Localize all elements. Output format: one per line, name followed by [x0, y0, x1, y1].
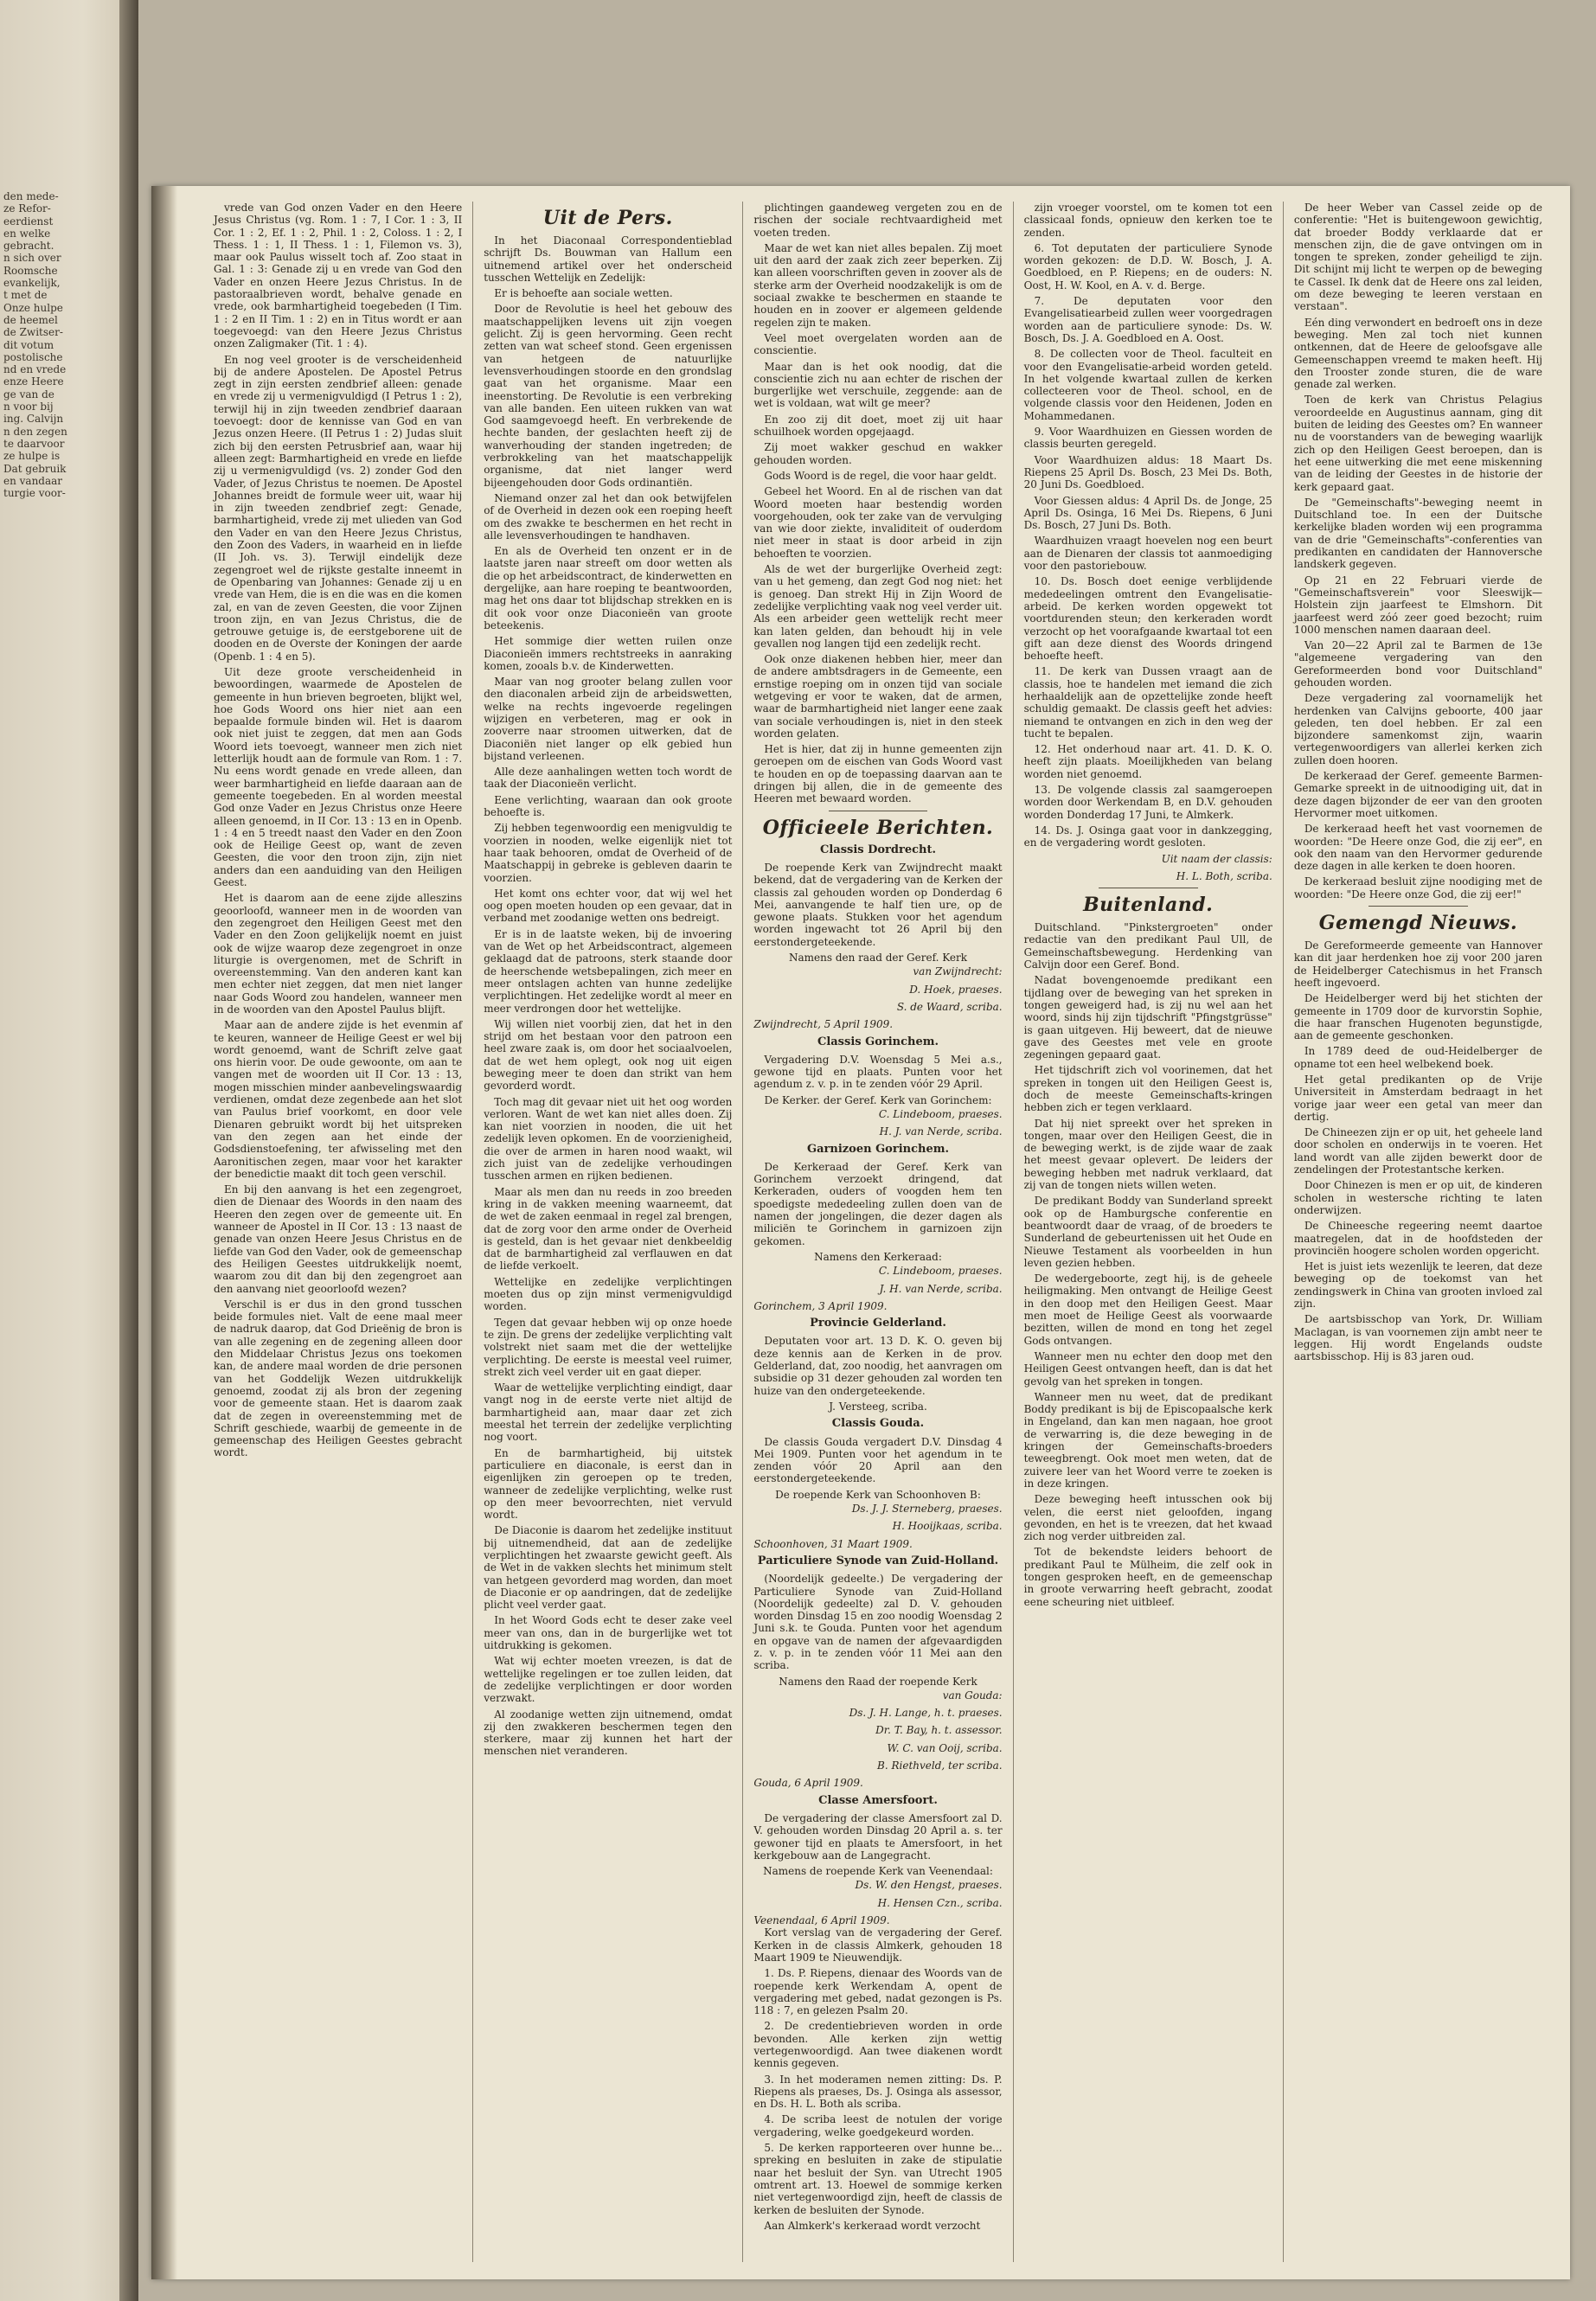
paragraph: Alle deze aanhalingen wetten toch wordt de taak der Diaconieën verlicht.: [484, 766, 733, 791]
text-line: n voor bij: [3, 401, 54, 413]
notice-signature-line: W. C. van Ooij, scriba.: [887, 1741, 1003, 1754]
classis-report-continued: [1024, 202, 1272, 849]
paragraph: 5. De kerken rapporteeren over hunne be... spreking en besluiten in zake de stipulatie naar het besluit der Syn. van Utrecht 1905 omtrent art. 13. Hoewel de sommige kerken niet vertegenwoordigd zijn, heeft de classis de kerken de besluiten der Synode.: [753, 2142, 1003, 2216]
paragraph: De Heidelberger werd bij het stichten der gemeente in 1709 door de kurvorstin Sophie, die haar franschen Hugenoten begunstigde, aan de gemeente geschonken.: [1293, 992, 1543, 1042]
paragraph: De aartsbisschop van York, Dr. William Maclagan, is van voornemen zijn ambt neer te leggen. Hij wordt Engelands oudste aartsbisschop. Hij is 83 jaren oud.: [1293, 1313, 1543, 1363]
paragraph: Deze vergadering zal voornamelijk het herdenken van Calvijns geboorte, 400 jaar geleden, ten doel hebben. Er zal een bijzondere samenkomst zijn, waarin vertegenwoordigers van allerlei kerken zich zullen doen hooren.: [1293, 692, 1543, 766]
section-heading-news: Gemengd Nieuws.: [1318, 912, 1518, 935]
text-line: dit votum: [3, 338, 54, 351]
paragraph: 10. Ds. Bosch doet eenige verblijdende mededeelingen omtrent den Evangelisatie-arbeid. De kerken worden opgewekt tot voortdurenden steun; den kerkeraden wordt verzocht op het voorafgaande kwartaal tot een gift aan deze dienst des Woords dringend behoefte heeft.: [1023, 575, 1272, 663]
text-line: Dat gebruik: [3, 462, 67, 475]
paragraph: Toch mag dit gevaar niet uit het oog worden verloren. Want de wet kan niet alles doen. Zij kan niet voorzien in nooden, die uit het zedelijk leven opkomen. En de voorzienigheid, die over de armen in haren nood waakt, wil zich juist van de zedelijke verhoudingen tusschen armen en rijken bedienen.: [484, 1095, 733, 1183]
notice-date: Schoonhoven, 31 Maart 1909.: [753, 1537, 913, 1550]
column-4: [1014, 202, 1284, 2262]
paragraph: Nadat bovengenoemde predikant een tijdlang over de beweging van het spreken in tongen geweigerd had, is zij nu wel aan het woord, sinds hij zijn tijdschrift "Pfingstgrüsse" is gaan uitgeven. Hij beweert, dat de nieuwe gave des Geestes met vele en groote zegeningen gepaard gaat.: [1023, 974, 1272, 1061]
notice-text: De vergadering der classe Amersfoort zal D. V. gehouden worden Dinsdag 20 April a. s. ter gewoner tijd en plaats te Amersfoort, in het kerkgebouw aan de Langegracht.: [753, 1811, 1003, 1862]
notice-signature-line: Ds. W. den Hengst, praeses.: [855, 1879, 1003, 1892]
notice-signature-line: C. Lindeboom, praeses.: [878, 1265, 1003, 1278]
paragraph: Wanneer men nu echter den doop met den Heiligen Geest ontvangen heeft, dan is dat het gevolg van het spreken in tongen.: [1023, 1349, 1272, 1388]
paragraph: 14. Ds. J. Osinga gaat voor in dankzegging, en de vergadering wordt gesloten.: [1023, 824, 1272, 849]
text-line: te daarvoor: [3, 437, 65, 450]
press-continuation: [753, 202, 1002, 805]
text-line: n den zegen: [3, 425, 67, 438]
paragraph: Er is behoefte aan sociale wetten.: [494, 287, 673, 300]
abroad-articles: [1024, 921, 1272, 1608]
paragraph: Als de wet der burgerlijke Overheid zegt: van u het gemeng, dan zegt God nog niet: het is genoeg. Dan strekt Hij in Zijn Woord de zedelijke verplichting vaak nog veel verder uit. Als een arbeider geen wettelijk recht meer kan laten gelden, dan behoudt hij in vele gevallen nog langen tijd een zedelijk recht.: [753, 563, 1003, 650]
paragraph: Gebeel het Woord. En al de rischen van dat Woord moeten haar bestendig worden voorgehouden, ook ter zake van de vervulging van wie door ziekte, invaliditeit of ouderdom niet meer in staat is door arbeid in zijn behoeften te voorzien.: [753, 485, 1003, 560]
paragraph: Maar dan is het ook noodig, dat die conscientie zich nu aan echter de rischen der burgerlijke wet verschuile, zeggende: aan de wet is voldaan, wat wilt ge meer?: [753, 360, 1003, 410]
paragraph: De Gereformeerde gemeente van Hannover kan dit jaar herdenken hoe zij voor 200 jaren de Heidelberger Catechismus in het Fransch heeft ingevoerd.: [1293, 939, 1543, 989]
notice-signature-line: van Gouda:: [942, 1689, 1003, 1702]
paragraph: Van 20—22 April zal te Barmen de 13e "algemeene vergadering van den Gereformeerden bond voor Duitschland" gehouden worden.: [1293, 639, 1543, 689]
notice-date: Zwijndrecht, 5 April 1909.: [753, 1018, 894, 1031]
paragraph: En nog veel grooter is de verscheidenheid bij de andere Apostelen. De Apostel Petrus zegt in zijn eersten zendbrief alleen: genade en vrede zij u vermenigvuldigd (I Petrus 1 : 2), terwijl hij in zijn tweeden zendbrief daaraan toevoegt: door de kennisse van God en van Jezus onzen Heere. (II Petrus 1 : 2) Judas sluit zich bij den eersten Petrusbrief aan, waar hij alleen zegt: Barmhartigheid en vrede en liefde zij u vermenigvuldigd (vs. 2) zonder God den Vader, of Jezus Christus te noemen. De Apostel Johannes breidt de formule weer uit, waar hij in zijn tweeden zendbrief zegt: Genade, barmhartigheid, vrede zij met ulieden van God den Vader en van den Heere Jezus Christus, den Zoon des Vaders, in waarheid en in liefde (II Joh. vs. 3). Terwijl eindelijk deze zegengroet wel de rijkste gestalte inneemt in de Openbaring van Johannes: Genade zij u en vrede van Hem, die is en die was en die komen zal, en van de zeven Geesten, die voor Zijnen troon zijn, en van Jezus Christus, die de getrouwe getuige is, de eerstgeborene uit de dooden en de Overste der Koningen der aarde (Openb. 1 : 4 en 5).: [214, 353, 463, 663]
paragraph: 1. Ds. P. Riepens, dienaar des Woords van de roepende kerk Werkendam A, opent de vergadering met gebed, nadat gezongen is Ps. 118 : 7, en gelezen Psalm 20.: [753, 1967, 1003, 2017]
notice-signature-line: Namens den Kerkeraad:: [814, 1250, 942, 1263]
text-line: H. L. Both, scriba.: [1176, 869, 1272, 882]
paragraph: De heer Weber van Cassel zeide op de conferentie: "Het is buitengewoon gewichtig, dat broeder Boddy verklaarde dat er menschen zijn, die de gave ontvingen om in tongen te spreken, zonder geheiligd te zijn. Dit schijnt mij licht te werpen op de beweging te Cassel. Ik denk dat de Heere ons zal leiden, om deze beweging te leeren verstaan en verstaan".: [1293, 202, 1543, 313]
paragraph: Maar aan de andere zijde is het evenmin af te keuren, wanneer de Heilige Geest er wel bij wordt genoemd, want de Schrift zelve gaat ons hierin voor. De oude gewoonte, om aan te vangen met de woorden uit II Cor. 13 : 13, mogen misschien minder aanbevelingswaardig verdienen, omdat deze zegenbede aan het slot van Paulus brief voorkomt, en door vele Dienaren gebruikt wordt bij het uitspreken van den zegen aan het einde der Godsdienstoefening, ter afwisseling met den Aaronitischen zegen, maar voor het karakter der benedictie maakt dit toch geen verschil.: [214, 1019, 463, 1180]
notice-title: Garnizoen Gorinchem.: [807, 1142, 949, 1156]
notice-signature-line: Ds. J. H. Lange, h. t. praeses.: [849, 1707, 1003, 1720]
paragraph: De kerkeraad der Geref. gemeente Barmen-Gemarke spreekt in de uitnoodiging uit, dat in deze dagen bijzonder de eer van den grooten Hervormer moet uitkomen.: [1293, 770, 1543, 819]
text-line: Roomsche: [3, 264, 58, 277]
paragraph: En de barmhartigheid, bij uitstek particuliere en diaconale, is eerst dan in eigenlijken zin geroepen op te treden, wanneer de zedelijke verplichting, welke rust op den meer bevoorrechten, niet vervuld wordt.: [484, 1446, 733, 1522]
notice-signature-line: H. J. van Nerde, scriba.: [879, 1125, 1003, 1138]
paragraph: Niemand onzer zal het dan ook betwijfelen of de Overheid in dezen ook een roeping heeft om des zwakke te beschermen en het recht in alle levensverhoudingen te handhaven.: [484, 491, 733, 542]
paragraph: 8. De collecten voor de Theol. faculteit en voor den Evangelisatie-arbeid worden geteld. In het volgende kwartaal zullen de kerken collecteeren voor de Theol. school, en de volgende classis voor den Heidenen, Joden en Mohammedanen.: [1023, 348, 1272, 422]
facing-page-fragment: [0, 0, 138, 2301]
notice-title: Classe Amersfoort.: [818, 1793, 938, 1807]
notice-signature-line: Namens den raad der Geref. Kerk: [789, 952, 967, 965]
page-fold-shadow: [151, 186, 177, 2279]
paragraph: Het getal predikanten op de Vrije Universiteit in Amsterdam bedraagt in het vorige jaar weer een getal van meer dan dertig.: [1293, 1074, 1543, 1123]
paragraph: In het Diaconaal Correspondentieblad schrijft Ds. Bouwman van Hallum een uitnemend artikel over het onderscheid tusschen Wettelijk en Zedelijk:: [484, 234, 733, 284]
paragraph: De "Gemeinschafts"-beweging neemt in Duitschland toe. In een der Duitsche kerkelijke bladen worden wij een programma van de drie "Gemeinschafts"-conferenties van predikanten en candidaten der Hannoversche landskerk gegeven.: [1293, 496, 1543, 571]
text-line: ge van de: [3, 388, 54, 401]
text-line: ze hulpe is: [3, 450, 61, 463]
paragraph: Veel moet overgelaten worden aan de conscientie.: [753, 331, 1003, 357]
paragraph: En als de Overheid ten onzent er in de laatste jaren naar streeft om door wetten als die op het arbeidscontract, de kinderwetten en dergelijke, aan hare roeping te beantwoorden, mag het ons daar tot blijdschap strekken en is dit ook voor onze Diaconieën van groote beteekenis.: [484, 545, 733, 631]
column-5: [1284, 202, 1553, 2262]
notice-signature-line: van Zwijndrecht:: [913, 965, 1003, 978]
notice-title: Classis Gorinchem.: [817, 1035, 939, 1048]
notice-signature-line: Ds. J. J. Sterneberg, praeses.: [851, 1503, 1003, 1516]
facing-page-text: [3, 190, 116, 2249]
text-line: en welke: [3, 227, 51, 240]
notice-signature-line: H. Hensen Czn., scriba.: [877, 1896, 1003, 1909]
notice-date: Gorinchem, 3 April 1909.: [753, 1299, 888, 1312]
paragraph: In 1789 deed de oud-Heidelberger de opname tot een heel welbekend boek.: [1293, 1045, 1543, 1070]
paragraph: 3. In het moderamen nemen zitting: Ds. P. Riepens als praeses, Ds. J. Osinga als assessor, en Ds. H. L. Both als scriba.: [753, 2073, 1003, 2111]
paragraph: Al zoodanige wetten zijn uitnemend, omdat zij den zwakkeren beschermen tegen den sterkere, maar zij kunnen het hart der menschen niet veranderen.: [484, 1708, 733, 1758]
text-line: eerdienst: [3, 215, 54, 228]
paragraph: De Diaconie is daarom het zedelijke instituut bij uitnemendheid, dat aan de zedelijke verplichtingen het zwaarste gewicht geeft. Als de Wet in de vakken slechts het minimum stelt van hetgeen gevorderd mag worden, dan moet de Diaconie er op aandringen, dat de zedelijke plicht veel verder gaat.: [484, 1524, 733, 1612]
paragraph: Er is in de laatste weken, bij de invoering van de Wet op het Arbeidscontract, algemeen geklaagd dat de patroons, sterk staande door de heerschende wetsbepalingen, zich meer en meer ontslagen achten van hunne zedelijke verplichtingen. Het zedelijke wordt al meer en meer verdrongen door het wettelijke.: [484, 927, 733, 1015]
notice-signature-line: S. de Waard, scriba.: [896, 1000, 1003, 1013]
paragraph: Uit deze groote verscheidenheid in bewoordingen, waarmede de Apostelen de gemeente in hun brieven begroeten, blijkt wel, hoe Gods Woord ons hier niet aan een bepaalde formule binden wil. Het is daarom ook niet juist te zeggen, dat men aan Gods Woord iets toevoegt, wanneer men zich niet letterlijk houdt aan de formule van Rom. 1 : 7. Nu eens wordt genade en vrede alleen, dan weer barmhartigheid en liefde daaraan aan de gemeente toegebeden. En al worden meestal God onze Vader en Jezus Christus onze Heere alleen genoemd, in II Cor. 13 : 13 en in Openb. 1 : 4 en 5 treedt naast den Vader en den Zoon ook de Heilige Geest op, want de zeven Geesten, die voor den troon zijn, zijn niet anders dan een aanduiding van den Heiligen Geest.: [214, 665, 463, 889]
paragraph: zijn vroeger voorstel, om te komen tot een classicaal fonds, opnieuw den kerken toe te zenden.: [1023, 202, 1272, 239]
paragraph: Wanneer men nu weet, dat de predikant Boddy predikant is bij de Episcopaalsche kerk in Engeland, dan kan men nagaan, hoe groot de verwarring is, die deze beweging in de kringen der Gemeinschafts-broeders teweegbrengt. Ook moet men weten, dat de zuivere leer van het Woord verre te zoeken is in deze kringen.: [1023, 1390, 1272, 1490]
paragraph: 12. Het onderhoud naar art. 41. D. K. O. heeft zijn plaats. Moeilijkheden van belang worden niet genoemd.: [1023, 743, 1272, 780]
column-2: [473, 202, 743, 2262]
notice-title: Provincie Gelderland.: [810, 1317, 946, 1330]
paragraph: De Chineezen zijn er op uit, het geheele land door scholen en onderwijs in te voeren. Het land wordt van alle zijden bewerkt door de zendelingen der Protestantsche kerken.: [1293, 1126, 1543, 1176]
mixed-news: [1294, 939, 1542, 1363]
notice-title: Particuliere Synode van Zuid-Holland.: [757, 1554, 999, 1567]
paragraph: Deze beweging heeft intusschen ook bij velen, die eerst niet geloofden, ingang gevonden, en het is te vreezen, dat het kwaad zich nog verder uitbreiden zal.: [1023, 1493, 1272, 1543]
notice-signature-line: J. H. van Nerde, scriba.: [879, 1282, 1003, 1295]
paragraph: Verschil is er dus in den grond tusschen beide formules niet. Valt de eene maal meer de nadruk daarop, dat God Drieënig de bron is van alle zegening en de zegening alleen door den Middelaar Christus Jezus ons toekomen kan, de andere maal worden de drie personen van het Goddelijk Wezen uitdrukkelijk genoemd, zoodat zij als bron der zegening voor de gemeente staan. Het is daarom zaak dat de zegen in overeenstemming met de Schrift geschiede, waarbij de gemeente in de gemeenschap des Heiligen Geestes gebracht wordt.: [214, 1298, 463, 1459]
paragraph: Maar de wet kan niet alles bepalen. Zij moet uit den aard der zaak zich zeer beperken. Zij kan alleen voorschriften geven in zoover als de sterke arm der Overheid noodzakelijk is om de sociaal zwakke te beschermen en staande te houden en in zoover er algemeen geldende regelen zijn te maken.: [753, 241, 1003, 329]
paragraph: Het is juist iets wezenlijk te leeren, dat deze beweging op de toekomst van het zendingswerk in China van grooten invloed zal zijn.: [1293, 1260, 1543, 1311]
book-gutter: [119, 0, 138, 2301]
column-1: [203, 202, 473, 2262]
paragraph: Maar van nog grooter belang zullen voor den diaconalen arbeid zijn de arbeidswetten, welke na rechts ingevoerde regelingen wijzigen en verbeteren, mag er ook in zooverre naar stroomen uitwerken, dat de Diaconiën niet langer op elk gebied hun bijstand verleenen.: [484, 676, 733, 762]
paragraph: Maar als men dan nu reeds in zoo breeden kring in de vakken meening waarneemt, dat de wet de zaken eenmaal in regel zal brengen, dat de zorg voor den arme onder de Overheid is gesteld, dan is het gevaar niet denkbeeldig dat de barmhartigheid zal verflauwen en dat de liefde verkoelt.: [484, 1185, 733, 1272]
paragraph: Waardhuizen vraagt hoevelen nog een beurt aan de Dienaren der classis tot aanmoediging voor den pastoriebouw.: [1023, 535, 1272, 573]
text-line: de Zwitser-: [3, 326, 63, 339]
column-container: [203, 202, 1553, 2262]
notice-signature-line: J. Versteeg, scriba.: [829, 1400, 927, 1413]
paragraph: Dat hij niet spreekt over het spreken in tongen, maar over den Heiligen Geest, die in de beweging werkt, is de zijde waar de zaak het meest gevaar oplevert. De leiders der beweging hebben met nadruk verklaard, dat zij van de tongen niets willen weten.: [1023, 1117, 1272, 1192]
paragraph: vrede van God onzen Vader en den Heere Jesus Christus (vg. Rom. 1 : 7, I Cor. 1 : 3, II Cor. 1 : 2, Ef. 1 : 2, Phil. 1 : 2, Coloss. 1 : 2, I Thess. 1 : 1, II Thess. 1 : 1, Filemon vs. 3), maar ook Paulus wisselt toch af. Zoo staat in Gal. 1 : 3: Genade zij u en vrede van God den Vader en onzen Heere Jezus Christus. In de pastoraalbrieven wordt, behalve genade en vrede, ook barmhartigheid toegebeden (I Tim. 1 : 2 en II Tim. 1 : 2) en in Titus wordt er aan toegevoegd: van den Heere Jezus Christus onzen Zaligmaker (Tit. 1 : 4).: [214, 202, 463, 350]
paragraph: Zij hebben tegenwoordig een menigvuldig te voorzien in nooden, welke eigenlijk niet tot haar taak behooren, omdat de Overheid of de Maatschappij in gebreke is gebleven daarin te voorzien.: [484, 822, 733, 884]
paragraph: De Chineesche regeering neemt daartoe maatregelen, dat in de hoofdsteden der provinciën hoogere scholen worden opgericht.: [1293, 1220, 1543, 1257]
notice-signature-line: H. Hooijkaas, scriba.: [892, 1520, 1003, 1533]
paragraph: Voor Waardhuizen aldus: 18 Maart Ds. Riepens 25 April Ds. Bosch, 23 Mei Ds. Both, 20 Juni Ds. Goedbloed.: [1023, 453, 1272, 491]
paragraph: Het is daarom aan de eene zijde alleszins geoorloofd, wanneer men in de woorden van den zegengroet den Heiligen Geest met den Vader en den Zoon gelijkelijk noemt en juist ook de wijze waarop deze zegengroet in onze liturgie is overgenomen, met de Schrift in overeenstemming. Van den anderen kant kan men echter niet zeggen, dat men niet langer naar Gods Woord zou handelen, wanneer men in de woorden van den Apostel Paulus blijft.: [214, 892, 463, 1016]
notice-signature-line: Namens de roepende Kerk van Veenendaal:: [763, 1865, 993, 1878]
paragraph: Voor Giessen aldus: 4 April Ds. de Jonge, 25 April Ds. Osinga, 16 Mei Ds. Riepens, 6 Juni Ds. Bosch, 27 Juni Ds. Both.: [1023, 494, 1272, 532]
official-notices: [753, 844, 1002, 1927]
notice-signature-line: D. Hoek, praeses.: [909, 983, 1003, 996]
classis-report: [753, 1926, 1002, 2232]
text-line: Onze hulpe: [3, 301, 63, 314]
paragraph: Eene verlichting, waaraan dan ook groote behoefte is.: [484, 793, 733, 819]
paragraph: Eén ding verwondert en bedroeft ons in deze beweging. Men zal toch niet kunnen ontkennen, dat de Heere de geloofsgave alle Gemeenschappen vreemd te maken heeft. Hij den Trooster zonde sturen, die de ware genade zal werken.: [1293, 316, 1543, 391]
text-line: de heemel: [3, 313, 58, 326]
column-3: [743, 202, 1013, 2262]
paragraph: Ook onze diakenen hebben hier, meer dan de andere ambtsdragers in de Gemeente, een ernstige roeping om in onzen tijd van sociale wetgeving er voor te waken, dat de armen, waar de barmhartigheid niet langer eene zaak van sociale verhoudingen is, niet in den steek worden gelaten.: [753, 653, 1003, 740]
notice-text: (Noordelijk gedeelte.) De vergadering der Particuliere Synode van Zuid-Holland (Noordelijk gedeelte) zal D. V. gehouden worden Dinsdag 15 en zoo noodig Woensdag 2 Juni s.k. te Gouda. Punten voor het agendum en opgave van de namen der afgevaardigden z. v. p. in te zenden vóór 11 Mei aan den scriba.: [753, 1573, 1003, 1672]
notice-title: Classis Gouda.: [831, 1417, 925, 1431]
text-line: postolische: [3, 350, 63, 363]
paragraph: Tegen dat gevaar hebben wij op onze hoede te zijn. De grens der zedelijke verplichting valt volstrekt niet saam met die der wettelijke verplichting. De eerste is meestal veel ruimer, strekt zich veel verder uit en gaat dieper.: [484, 1316, 733, 1378]
text-line: n sich over: [3, 252, 61, 265]
paragraph: Aan Almkerk's kerkeraad wordt verzocht: [764, 2219, 981, 2232]
notice-signature-line: De roepende Kerk van Schoonhoven B:: [775, 1488, 981, 1501]
paragraph: Toen de kerk van Christus Pelagius veroordeelde en Augustinus aannam, ging dit buiten de leiding des Geestes om? En wanneer nu de voorstanders van de beweging waarlijk zich op den Heiligen Geest beroepen, dan is het eene uitwerking die met eene miskenning van de leiding der Geestes in de historie der kerk gepaard gaat.: [1293, 394, 1543, 493]
paragraph: Het komt ons echter voor, dat wij wel het oog open moeten houden op een gevaar, dat in verband met zoodanige wetten ons bedreigt.: [484, 887, 733, 925]
text-line: den mede-: [3, 190, 59, 202]
text-line: Uit naam der classis:: [1161, 852, 1272, 865]
divider: [1368, 906, 1468, 907]
paragraph: De kerkeraad besluit zijne noodiging met de woorden: "De Heere onze God, die zij eer!": [1293, 875, 1543, 901]
paragraph: In het Woord Gods echt te deser zake veel meer van ons, dan in de burgerlijke wet tot uitdrukking is gekomen.: [484, 1614, 733, 1652]
notice-date: Gouda, 6 April 1909.: [753, 1777, 863, 1790]
paragraph: Op 21 en 22 Februari vierde de "Gemeinschaftsverein" voor Sleeswijk—Holstein zijn jaarfeest te Elmshorn. Dit jaarfeest werd zóó zeer goed bezocht; ruim 1000 menschen namen daaraan deel.: [1293, 574, 1543, 636]
paragraph: Het sommige dier wetten ruilen onze Diaconieën immers rechtstreeks in aanraking komen, zooals b.v. de Kinderwetten.: [484, 635, 733, 672]
paragraph: Tot de bekendste leiders behoort de predikant Paul te Mülheim, die zelf ook in tongen gesproken heeft, en de gemeenschap in groote verwarring heeft gebracht, zoodat eene scheuring niet uitbleef.: [1023, 1546, 1272, 1608]
paragraph: Wat wij echter moeten vreezen, is dat de wettelijke regelingen er toe zullen leiden, dat de zedelijke verplichtingen er door worden verzwakt.: [484, 1655, 733, 1705]
text-line: evankelijk,: [3, 277, 61, 290]
notice-signature-line: C. Lindeboom, praeses.: [878, 1108, 1003, 1120]
paragraph: 13. De volgende classis zal saamgeroepen worden door Werkendam B, en D.V. gehouden worden Donderdag 17 Juni, te Almkerk.: [1023, 784, 1272, 821]
paragraph: 6. Tot deputaten der particuliere Synode worden gekozen: de D.D. W. Bosch, J. A. Goedbloed, en P. Riepens; en de ouders: N. Oost, H. W. Kool, en A. v. d. Berge.: [1023, 241, 1272, 292]
paragraph: De kerkeraad heeft het vast voornemen de woorden: "De Heere onze God, die zij eer", en ook den naam van den Hervormer gedurende deze dagen in alle kerken te doen hooren.: [1293, 823, 1543, 873]
notice-text: De roepende Kerk van Zwijndrecht maakt bekend, dat de vergadering van de Kerken der classis zal gehouden worden op Donderdag 6 Mei, aanvangende te half tien ure, op de gewone plaats. Stukken voor het agendum worden ingewacht tot 26 April bij den eerstondergeteekende.: [753, 861, 1003, 948]
notice-signature-line: B. Riethveld, ter scriba.: [877, 1759, 1003, 1772]
notice-text: Deputaten voor art. 13 D. K. O. geven bij deze kennis aan de Kerken in de prov. Gelderland, dat, zoo noodig, het aanvragen om subsidie op 31 dezer gehouden zal worden ten huize van den ondergeteekende.: [753, 1335, 1003, 1397]
notice-date: Veenendaal, 6 April 1909.: [753, 1914, 890, 1927]
paragraph: 4. De scriba leest de notulen der vorige vergadering, welke goedgekeurd worden.: [753, 2113, 1003, 2138]
paragraph: Duitschland. "Pinkstergroeten" onder redactie van den predikant Paul Ull, de Gemeinschaftsbewegung. Herdenking van Calvijn door een Geref. Bond.: [1023, 921, 1272, 971]
notice-signature-line: Namens den Raad der roepende Kerk: [779, 1675, 977, 1688]
paragraph: De predikant Boddy van Sunderland spreekt ook op de Hamburgsche conferentie en beantwoordt daar de vraag, of de broeders te Sunderland de gebeurtenissen uit het Oude en Nieuwe Testament als voorbeelden in hun leven gezien hebben.: [1023, 1195, 1272, 1269]
abroad-continued: [1294, 202, 1542, 901]
paragraph: Het is hier, dat zij in hunne gemeenten zijn geroepen om de eischen van Gods Woord vast te houden en op de toepassing daarvan aan te dringen bij allen, die in de gemeente des Heeren met bewaard worden.: [753, 743, 1003, 805]
paragraph: Wettelijke en zedelijke verplichtingen moeten dus op zijn minst vermenigvuldigd worden.: [484, 1275, 733, 1313]
paragraph: Kort verslag van de vergadering der Geref. Kerken in de classis Almkerk, gehouden 18 Maart 1909 te Nieuwendijk.: [753, 1926, 1003, 1964]
press-articles: [484, 234, 732, 1758]
paragraph: Het tijdschrift zich vol voorinemen, dat het spreken in tongen uit den Heiligen Geest is, doch de meeste Gemeinschafts-kringen hebben zich er tegen verklaard.: [1023, 1064, 1272, 1114]
paragraph: 9. Voor Waardhuizen en Giessen worden de classis beurten geregeld.: [1023, 426, 1272, 451]
paragraph: 11. De kerk van Dussen vraagt aan de classis, hoe te handelen met iemand die zich herhaaldelijk aan de opzettelijke zonde heeft schuldig gemaakt. De classis geeft het advies: niemand te ontvangen en zich in den weg der tucht te bepalen.: [1023, 665, 1272, 740]
paragraph: 2. De credentiebrieven worden in orde bevonden. Alle kerken zijn wettig vertegenwoordigd. Aan twee diakenen wordt kennis gegeven.: [753, 2020, 1003, 2070]
section-heading-official: Officieele Berichten.: [762, 816, 994, 839]
newspaper-page: [151, 186, 1570, 2279]
paragraph: En bij den aanvang is het een zegengroet, dien de Dienaar des Woords in den naam des Heeren den zegen over de gemeente uit. En wanneer de Apostel in II Cor. 13 : 13 naast de genade van onzen Heere Jesus Christus en de liefde van God den Vader, ook de gemeenschap des Heiligen Geestes uitdrukkelijk noemt, waarom zou dit dan bij den zegengroet aan den aanvang niet geoorloofd wezen?: [214, 1183, 463, 1295]
notice-text: De classis Gouda vergadert D.V. Dinsdag 4 Mei 1909. Punten voor het agendum in te zenden vóór 20 April aan den eerstondergeteekende.: [753, 1435, 1003, 1485]
text-line: gebracht.: [3, 240, 54, 253]
text-line: t met de: [3, 289, 48, 302]
signature: [1024, 853, 1272, 883]
paragraph: Door de Revolutie is heel het gebouw des maatschappelijken levens uit zijn voegen gelicht. Zij is geen hervorming. Geen recht zetten van wat scheef stond. Geen ergenissen van hetgeen de natuurlijke levensverhoudingen stoorde en den grondslag gaat van het organisme. Maar een ineenstorting. De Revolutie is een verbreking van alle banden. Een uiteen rukken van wat God saamgevoegd heeft. En verbrekende de hechte banden, der geslachten heeft zij de wanverhouding der standen ingetreden; de verbrokkeling van het maatschappelijk organisme, dat niet langer werd bijeengehouden door Gods ordinantiën.: [484, 303, 733, 489]
text-line: turgie voor-: [3, 487, 66, 500]
paragraph: De wedergeboorte, zegt hij, is de geheele heiligmaking. Men ontvangt de Heilige Geest in den doop met den Heiligen Geest. Maar men moet de Heilige Geest als voorwaarde bezitten, willen de mond en tong het zegel Gods ontvangen.: [1023, 1272, 1272, 1347]
paragraph: 7. De deputaten voor den Evangelisatiearbeid zullen weer voorgedragen worden aan de particuliere synode: Ds. W. Bosch, Ds. J. A. Goedbloed en A. Oost.: [1023, 295, 1272, 344]
notice-signature-line: De Kerker. der Geref. Kerk van Gorinchem:: [764, 1093, 992, 1106]
section-heading-abroad: Buitenland.: [1083, 894, 1214, 917]
notice-text: Vergadering D.V. Woensdag 5 Mei a.s., gewone tijd en plaats. Punten voor het agendum z. v. p. in te zenden vóór 29 April.: [753, 1053, 1003, 1091]
paragraph: plichtingen gaandeweg vergeten zou en de rischen der sociale rechtvaardigheid met voeten treden.: [753, 202, 1003, 239]
section-heading-press: Uit de Pers.: [542, 207, 673, 229]
paragraph: Waar de wettelijke verplichting eindigt, daar vangt nog in de eerste verte niet altijd de barmhartigheid aan, maar daar zet zich meestal het terrein der zedelijke verplichting nog voort.: [484, 1381, 733, 1444]
paragraph: En zoo zij dit doet, moet zij uit haar schuilhoek worden opgejaagd.: [753, 413, 1003, 439]
text-line: enze Heere: [3, 375, 64, 388]
notice-text: De Kerkeraad der Geref. Kerk van Gorinchem verzoekt dringend, dat Kerkeraden, ouders of voogden hem ten spoedigste mededeeling zullen doen van de namen der jongelingen, die dezer dagen als miliciën te Gorinchem in garnizoen zijn gekomen.: [753, 1160, 1003, 1247]
paragraph: Door Chinezen is men er op uit, de kinderen scholen in westersche richting te laten onderwijzen.: [1293, 1179, 1543, 1216]
paragraph: Gods Woord is de regel, die voor haar geldt.: [764, 469, 997, 482]
paragraph: Wij willen niet voorbij zien, dat het in den strijd om het bestaan voor den patroon een heel zware zaak is, om door het sociaalvoelen, dat de wet hem oplegt, ook nog uit eigen beweging meer te doen dan strikt van hem gevorderd wordt.: [484, 1017, 733, 1093]
text-line: ze Refor-: [3, 202, 51, 215]
paragraph: Zij moet wakker geschud en wakker gehouden worden.: [753, 441, 1003, 466]
text-line: ing. Calvijn: [3, 413, 64, 426]
text-line: nd en vrede: [3, 363, 67, 376]
notice-title: Classis Dordrecht.: [819, 843, 937, 856]
text-line: en vandaar: [3, 474, 63, 487]
notice-signature-line: Dr. T. Bay, h. t. assessor.: [875, 1724, 1003, 1737]
